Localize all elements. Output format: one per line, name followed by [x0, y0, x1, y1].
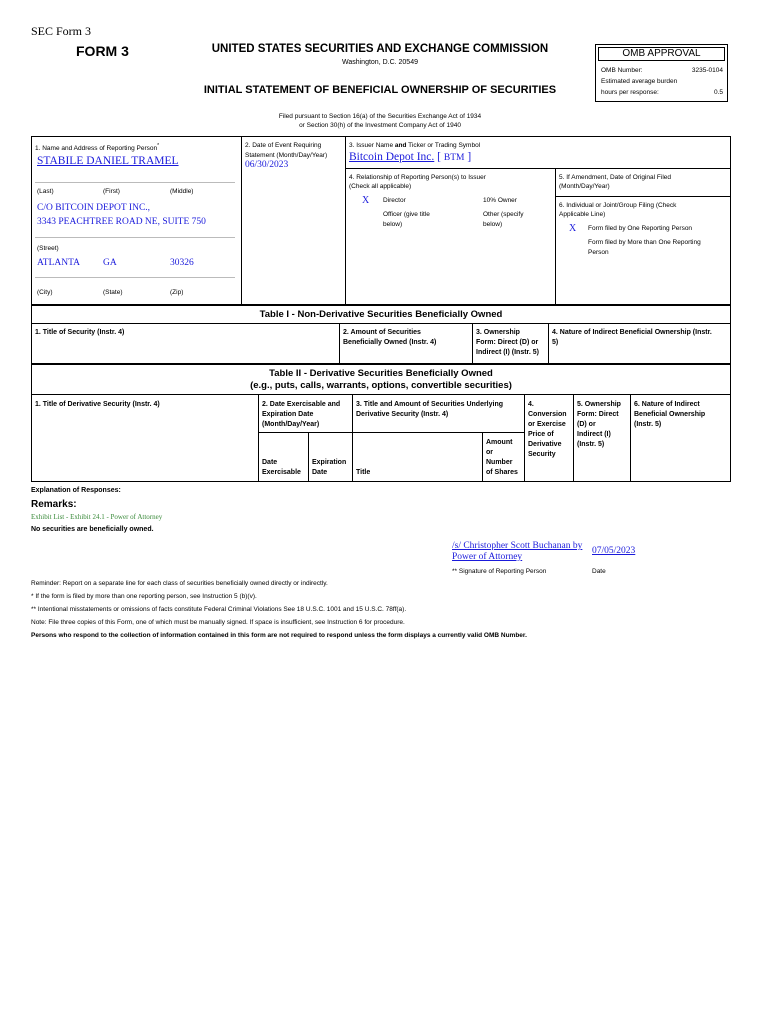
filed-pursuant-line-2: or Section 30(h) of the Investment Company Act of 1940 — [299, 122, 461, 129]
box1-label: 1. Name and Address of Reporting Person* — [35, 143, 160, 153]
table-2-col-nature-line-3: (Instr. 5) — [634, 421, 662, 428]
table-2-col-underlying-line-1: 3. Title and Amount of Securities Underlying — [356, 401, 504, 408]
table-2-col-nature-line-1: 6. Nature of Indirect — [634, 401, 700, 408]
one-reporting-person-option: Form filed by One Reporting Person — [588, 225, 693, 232]
city-label: (City) — [37, 289, 53, 296]
agency-location: Washington, D.C. 20549 — [341, 59, 418, 66]
omb-number-value: 3235-0104 — [691, 67, 723, 74]
other-option-line-2: below) — [483, 221, 503, 228]
statement-title: INITIAL STATEMENT OF BENEFICIAL OWNERSHIP OF SECURITIES — [203, 84, 557, 96]
issuer-name[interactable]: Bitcoin Depot Inc. — [349, 151, 435, 163]
table-2-col-underlying-line-2: Derivative Security (Instr. 4) — [356, 411, 449, 418]
table-1-col-nature-line-1: 4. Nature of Indirect Beneficial Ownership (Instr. — [552, 329, 712, 336]
table-2-col-title-of-derivative: 1. Title of Derivative Security (Instr. 4) — [35, 401, 160, 408]
address-line-1: C/O BITCOIN DEPOT INC., — [37, 203, 151, 213]
box3-label: 3. Issuer Name and Ticker or Trading Symbol — [349, 142, 481, 149]
table-2-col-ownership-line-4: Indirect (I) — [577, 431, 611, 438]
ticker-symbol: BTM — [443, 153, 465, 163]
table-2-col-dates-line-2: Expiration Date — [262, 411, 314, 418]
omb-burden-label-1: Estimated average burden — [601, 78, 678, 85]
table-2-col-conversion-line-5: Derivative — [528, 441, 562, 448]
table-2-title-line-2: (e.g., puts, calls, warrants, options, convertible securities) — [250, 380, 512, 391]
box1-asterisk: * — [157, 143, 160, 149]
director-check-mark[interactable]: X — [362, 195, 370, 206]
table-2-col-conversion-line-6: Security — [528, 451, 556, 458]
footnote-multiple-persons: * If the form is filed by more than one reporting person, see Instruction 5 (b)(v). — [31, 593, 257, 600]
table-2-col-conversion-line-4: Price of — [528, 431, 554, 438]
officer-option-line-2: below) — [383, 221, 403, 228]
table-2-col-expiration-line-2: Date — [312, 469, 328, 476]
table-2-col-nature-line-2: Beneficial Ownership — [634, 411, 706, 418]
reporting-person-name[interactable]: STABILE DANIEL TRAMEL — [37, 155, 179, 167]
omb-burden-value: 0.5 — [713, 89, 723, 96]
box4-label-2: (Check all applicable) — [349, 183, 412, 190]
signature-line-1[interactable]: /s/ Christopher Scott Buchanan by — [452, 541, 583, 551]
box6-label-1: 6. Individual or Joint/Group Filing (Check — [559, 202, 677, 209]
zip-value: 30326 — [170, 258, 194, 268]
box6-label-2: Applicable Line) — [559, 211, 606, 218]
box5-label-2: (Month/Day/Year) — [559, 183, 610, 190]
table-1-col-ownership-line-1: 3. Ownership — [476, 329, 520, 336]
state-value: GA — [103, 258, 117, 268]
table-2-col-date-exercisable-line-2: Exercisable — [262, 469, 301, 476]
table-2-col-ownership-line-1: 5. Ownership — [577, 401, 621, 408]
table-2-col-dates-line-3: (Month/Day/Year) — [262, 421, 320, 428]
box5-label-1: 5. If Amendment, Date of Original Filed — [559, 174, 671, 181]
doc-label: SEC Form 3 — [31, 24, 92, 38]
zip-label: (Zip) — [170, 289, 184, 296]
table-2-col-ownership-line-5: (Instr. 5) — [577, 441, 605, 448]
issuer-ticker: Bitcoin Depot Inc. [ BTM ] — [349, 151, 472, 163]
omb-burden-label-2: hours per response: — [601, 89, 659, 96]
box2-label: 2. Date of Event Requiring Statement (Month/Day/Year) — [245, 142, 328, 159]
signature-date: 07/05/2023 — [592, 546, 636, 556]
officer-option-line-1: Officer (give title — [383, 211, 430, 218]
filed-pursuant-line-1: Filed pursuant to Section 16(a) of the Securities Exchange Act of 1934 — [278, 113, 482, 120]
table-2-col-underlying-title: Title — [356, 469, 371, 476]
omb-number-label: OMB Number: — [601, 67, 643, 74]
agency-name: UNITED STATES SECURITIES AND EXCHANGE COMMISSION — [211, 43, 549, 55]
table-2-title-line-1: Table II - Derivative Securities Beneficially Owned — [269, 368, 493, 379]
table-1-col-ownership-line-2: Form: Direct (D) or — [476, 339, 539, 346]
table-2-col-conversion-line-3: or Exercise — [528, 421, 566, 428]
table-2-col-dates-line-1: 2. Date Exercisable and — [262, 401, 341, 408]
footnote-copies: Note: File three copies of this Form, one of which must be manually signed. If space is insufficient, see Instruction 6 for procedure. — [31, 619, 405, 626]
footnote-reminder: Reminder: Report on a separate line for each class of securities beneficially owned directly or indirectly. — [31, 580, 328, 587]
street-label: (Street) — [37, 245, 59, 252]
signature-line-2[interactable]: Power of Attorney — [452, 552, 523, 562]
table-2-col-date-exercisable-line-1: Date — [262, 459, 278, 466]
first-label: (First) — [103, 188, 120, 195]
table-2-col-conversion-line-2: Conversion — [528, 411, 567, 418]
table-2-col-ownership-line-3: (D) or — [577, 421, 596, 428]
date-label: Date — [592, 568, 606, 575]
footnote-misstatements: ** Intentional misstatements or omissions of facts constitute Federal Criminal Violations See 18 U.S.C. 1001 and 15 U.S.C. 78ff(a). — [31, 606, 407, 613]
one-person-check-mark[interactable]: X — [569, 223, 577, 234]
table-1-col-ownership-line-3: Indirect (I) (Instr. 5) — [476, 349, 540, 356]
table-2-col-amount-line-3: Number — [486, 459, 513, 466]
signature-label: ** Signature of Reporting Person — [452, 568, 547, 575]
table-1-col-title-of-security: 1. Title of Security (Instr. 4) — [35, 329, 125, 336]
explanation-of-responses-label: Explanation of Responses: — [31, 487, 121, 494]
remarks-label: Remarks: — [31, 499, 77, 510]
event-date: 06/30/2023 — [245, 160, 289, 170]
more-reporting-persons-line-2: Person — [588, 249, 609, 256]
table-2-col-expiration-line-1: Expiration — [312, 459, 347, 466]
table-2-col-amount-line-1: Amount — [486, 439, 513, 446]
exhibit-list-text: Exhibit List - Exhibit 24.1 - Power of Attorney — [31, 513, 163, 521]
table-2-col-amount-line-4: of Shares — [486, 469, 518, 476]
table-1-col-amount-line-2: Beneficially Owned (Instr. 4) — [343, 339, 437, 346]
footnote-omb-notice: Persons who respond to the collection of information contained in this form are not required to respond unless the form displays a currently valid OMB Number. — [31, 632, 527, 639]
last-label: (Last) — [37, 188, 54, 195]
omb-title: OMB APPROVAL — [598, 47, 725, 61]
state-label: (State) — [103, 289, 123, 296]
table-2-col-ownership-line-2: Form: Direct — [577, 411, 619, 418]
middle-label: (Middle) — [170, 188, 194, 195]
table-1-col-nature-line-2: 5) — [552, 339, 559, 346]
box4-label-1: 4. Relationship of Reporting Person(s) to Issuer — [349, 174, 486, 181]
other-option-line-1: Other (specify — [483, 211, 524, 218]
table-1-col-amount-line-1: 2. Amount of Securities — [343, 329, 421, 336]
more-reporting-persons-line-1: Form filed by More than One Reporting — [588, 239, 701, 246]
city-value: ATLANTA — [37, 258, 81, 268]
address-line-2: 3343 PEACHTREE ROAD NE, SUITE 750 — [37, 217, 206, 227]
director-option: Director — [383, 197, 406, 204]
table-2-col-amount-line-2: or — [486, 449, 493, 456]
no-securities-note: No securities are beneficially owned. — [31, 526, 154, 533]
table-1-title: Table I - Non-Derivative Securities Beneficially Owned — [259, 309, 503, 320]
ten-percent-owner-option: 10% Owner — [483, 197, 517, 204]
form-title: FORM 3 — [76, 43, 129, 59]
table-2-col-conversion-line-1: 4. — [528, 401, 534, 408]
omb-approval-box — [595, 44, 728, 102]
